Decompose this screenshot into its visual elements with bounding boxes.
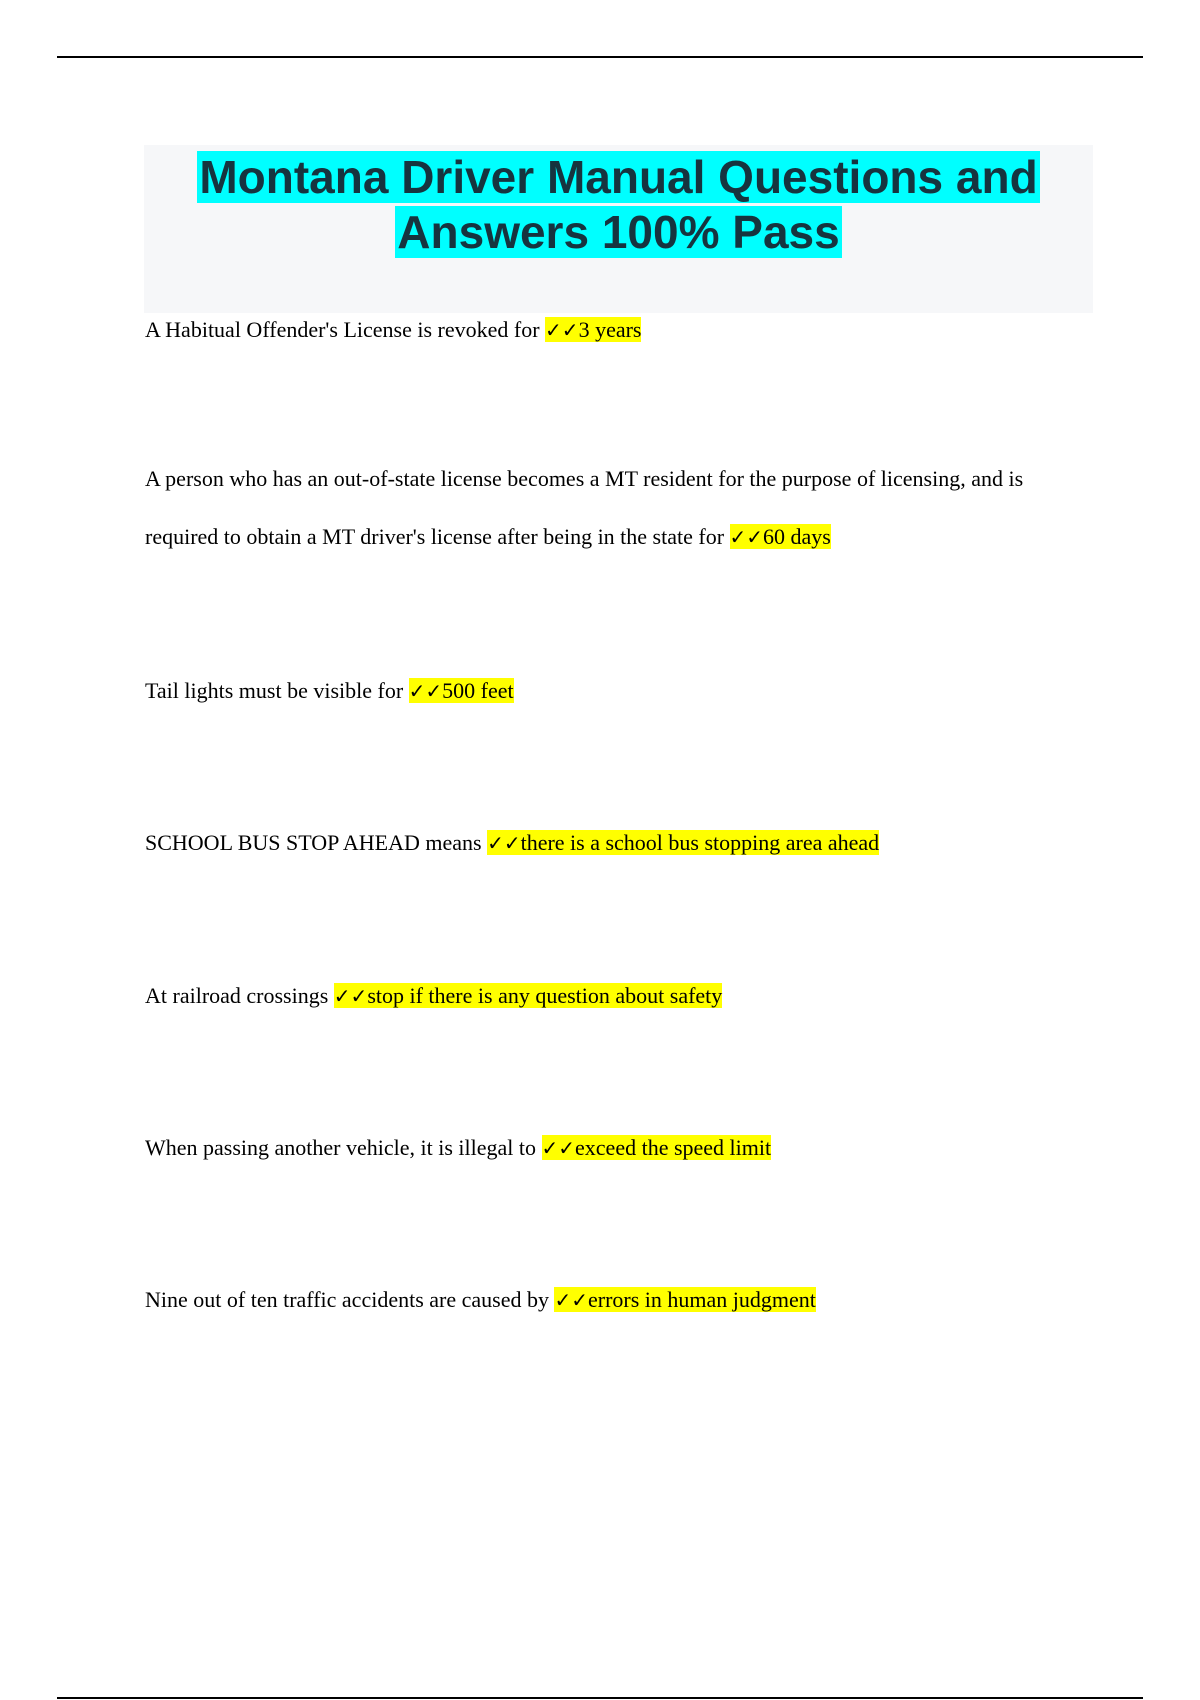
qa-item-7 [145,1271,1095,1329]
check-mark-icon: ✓✓ [408,679,443,703]
answer-text: exceed the speed limit [575,1135,772,1160]
top-rule [57,56,1143,58]
question-text: When passing another vehicle, it is illegal to [145,1135,542,1160]
answer-highlight [487,830,879,855]
bottom-rule [57,1697,1143,1699]
qa-item-2 [145,450,1095,566]
check-mark-icon: ✓✓ [333,984,368,1008]
question-text: Nine out of ten traffic accidents are caused by [145,1287,555,1312]
check-mark-icon: ✓✓ [545,318,579,342]
answer-text: 500 feet [442,678,514,703]
question-text: SCHOOL BUS STOP AHEAD means [145,830,488,855]
qa-item-6 [145,1119,1095,1177]
check-mark-icon: ✓✓ [541,1136,576,1160]
qa-item-1 [145,301,1095,359]
answer-highlight [545,317,641,342]
title-line-2: Answers 100% Pass [397,206,840,258]
answer-text: there is a school bus stopping area ahead [520,830,880,855]
qa-item-5 [145,967,1095,1025]
qa-item-3 [145,662,1095,720]
answer-text: 60 days [763,524,831,549]
check-mark-icon: ✓✓ [729,525,764,549]
question-text: Tail lights must be visible for [145,678,409,703]
answer-highlight [730,524,831,549]
title-line-1: Montana Driver Manual Questions and [199,151,1038,203]
question-text: A Habitual Offender's License is revoked for [145,317,546,342]
answer-highlight [334,983,723,1008]
answer-highlight [409,678,514,703]
document-title [144,145,1093,260]
qa-item-4 [145,814,1095,872]
check-mark-icon: ✓✓ [487,831,521,855]
check-mark-icon: ✓✓ [554,1288,588,1312]
answer-text: errors in human judgment [588,1287,816,1312]
answer-highlight [542,1135,772,1160]
question-text: At railroad crossings [145,983,334,1008]
title-block [144,145,1093,313]
answer-text: 3 years [578,317,642,342]
answer-text: stop if there is any question about safety [367,983,723,1008]
question-text: A person who has an out-of-state license becomes a MT resident for the purpose of licensing, and is required to obtain a MT driver's license after being in the state for [145,466,1024,549]
answer-highlight [554,1287,815,1312]
